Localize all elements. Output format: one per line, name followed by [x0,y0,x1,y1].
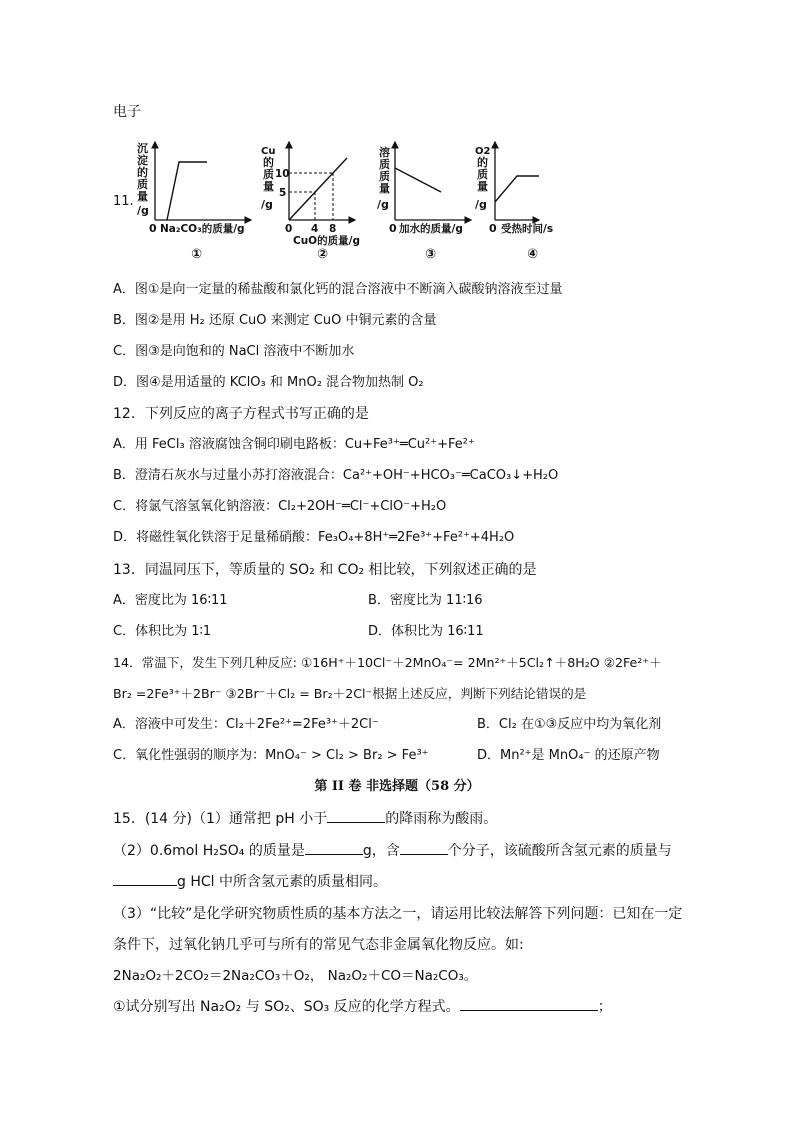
g2-ylabel-4: /g [261,198,273,211]
q14-stem-line1: 14．常温下，发生下列几种反应: ①16H⁺＋10Cl⁻＋2MnO₄⁻= 2Mn²⁺＋5Cl₂↑＋8H₂O ②2Fe²⁺＋ [113,655,662,670]
q11-option-c: C．图③是向饱和的 NaCl 溶液中不断加水 [113,344,355,359]
g1-xlabel: Na₂CO₃的质量/g [160,223,245,235]
g4-ylabel-4: /g [475,198,487,211]
g2-xtick-8: 8 [329,223,337,235]
q11-option-b: B．图②是用 H₂ 还原 CuO 来测定 CuO 中铜元素的含量 [113,313,437,328]
q15-part2-line2 [113,873,387,891]
q13-option-b: B．密度比为 11∶16 [368,593,483,608]
g1-ylabel-5: /g [137,204,149,217]
g2-xtick-4: 4 [311,223,319,235]
g4-ylabel-1: 的 [477,156,488,169]
g2-ylabel-1: 的 [263,156,274,169]
q12-option-c: C．将氯气溶氢氧化钠溶液：Cl₂+2OH⁻═Cl⁻+ClO⁻+H₂O [113,499,447,514]
graph-4 [475,142,553,262]
g1-ylabel-3: 质 [137,178,148,191]
q15-part2-a: （2）0.6mol H₂SO₄ 的质量是 [113,843,305,859]
g4-curve [495,176,539,202]
q15-part2-c: 个分子，该硫酸所含氢元素的质量与 [447,843,672,859]
g2-ylabel-2: 质 [263,168,274,181]
q14-stem-line2: Br₂ =2Fe³⁺＋2Br⁻ ③2Br⁻＋Cl₂ = Br₂＋2Cl⁻根据上述反应，判断下列结论错误的是 [113,686,587,701]
graph-1 [137,141,251,262]
g1-tag: ① [191,247,203,262]
g4-tag: ④ [527,247,539,262]
g1-origin: 0 [149,222,157,235]
q15-part1-pre: 15．(14 分)（1）通常把 pH 小于 [113,811,328,827]
q15-blank-molecules[interactable] [400,842,448,855]
g4-ylabel-0: O2 [475,146,491,157]
g4-ylabel-2: 质 [477,168,488,181]
q15-sub1-post: ； [597,999,612,1015]
q11-option-a: A．图①是向一定量的稀盐酸和氯化钙的混合溶液中不断滴入碳酸钠溶液至过量 [113,282,563,297]
q15-equation-line: 2Na₂O₂＋2CO₂＝2Na₂CO₃＋O₂， Na₂O₂＋CO＝Na₂CO₃。 [113,968,478,984]
q15-part3-line1: （3）“比较”是化学研究物质性质的基本方法之一，请运用比较法解答下列问题：已知在一定 [113,906,683,922]
q11-figure-strip [133,132,554,264]
g2-ytick-5: 5 [279,187,287,199]
q11-number: 11. [113,194,134,209]
q13-option-a: A．密度比为 16∶11 [113,593,228,608]
g2-tag: ② [317,247,329,262]
g3-ylabel-4: /g [377,198,389,211]
q11-option-d: D．图④是用适量的 KClO₃ 和 MnO₂ 混合物加热制 O₂ [113,375,424,390]
g3-ylabel-3: 量 [379,182,390,195]
g3-tag: ③ [425,247,437,262]
g3-ylabel-2: 质 [379,170,390,183]
q15-part2-line1 [113,842,672,860]
q15-part3-line2: 条件下，过氧化钠几乎可与所有的常见气态非金属氧化物反应。如: [113,937,524,953]
g1-curve [167,162,207,220]
q13-option-d: D．体积比为 16∶11 [368,624,484,639]
g1-ylabel-0: 沉 [137,142,148,155]
q14-option-c: C．氧化性强弱的顺序为：MnO₄⁻ > Cl₂ > Br₂ > Fe³⁺ [113,748,429,763]
graph-3 [377,142,471,262]
g4-origin: 0 [489,222,497,235]
g3-curve [395,168,441,192]
g1-ylabel-2: 的 [137,166,148,179]
q13-option-c: C．体积比为 1∶1 [113,624,212,639]
q11-graphs [133,132,554,264]
g3-xlabel: 加水的质量/g [399,223,463,235]
q12-stem: 12．下列反应的离子方程式书写正确的是 [113,406,369,422]
q15-sub1-pre: ①试分别写出 Na₂O₂ 与 SO₂、SO₃ 反应的化学方程式。 [113,999,460,1015]
section-2-title: 第 II 卷 非选择题（58 分） [314,779,480,794]
g1-ylabel-1: 淀 [137,154,148,167]
top-fragment: 电子 [113,104,141,120]
q12-option-b: B．澄清石灰水与过量小苏打溶液混合：Ca²⁺+OH⁻+HCO₃⁻═CaCO₃↓+H₂O [113,468,559,483]
q14-option-a: A．溶液中可发生：Cl₂＋2Fe²⁺=2Fe³⁺＋2Cl⁻ [113,717,379,732]
g4-xlabel: 受热时间/s [501,223,554,235]
g3-ylabel-0: 溶 [379,146,390,159]
g1-ylabel-4: 量 [137,190,148,203]
q15-sub1 [113,998,612,1016]
q15-blank-equations[interactable] [460,998,598,1011]
q12-option-d: D．将磁性氧化铁溶于足量稀硝酸：Fe₃O₄+8H⁺═2Fe³⁺+Fe²⁺+4H₂O [113,530,515,545]
g2-ylabel-0: Cu [261,146,276,157]
g2-origin: 0 [285,223,293,235]
g4-ylabel-3: 量 [477,180,488,193]
g2-xlabel: CuO的质量/g [293,235,360,247]
g2-ylabel-3: 量 [263,180,274,193]
q15-blank-ph[interactable] [327,810,385,823]
g2-ytick-10: 10 [275,168,290,180]
q15-blank-mass[interactable] [305,842,363,855]
q15-part1 [113,810,497,828]
g2-line [289,158,347,220]
q15-part2-d: g HCl 中所含氢元素的质量相同。 [177,874,387,890]
q14-option-d: D．Mn²⁺是 MnO₄⁻ 的还原产物 [477,748,660,763]
graph-2 [261,142,360,262]
q14-option-b: B．Cl₂ 在①③反应中均为氧化剂 [477,717,662,732]
q15-part1-post: 的降雨称为酸雨。 [385,811,498,827]
q13-stem: 13．同温同压下，等质量的 SO₂ 和 CO₂ 相比较，下列叙述正确的是 [113,562,537,578]
q12-option-a: A．用 FeCl₃ 溶液腐蚀含铜印刷电路板：Cu+Fe³⁺═Cu²⁺+Fe²⁺ [113,437,475,452]
q15-part2-b: g，含 [362,843,400,859]
q15-blank-hcl-mass[interactable] [113,873,177,886]
g3-ylabel-1: 质 [379,158,390,171]
g3-origin: 0 [389,222,397,235]
